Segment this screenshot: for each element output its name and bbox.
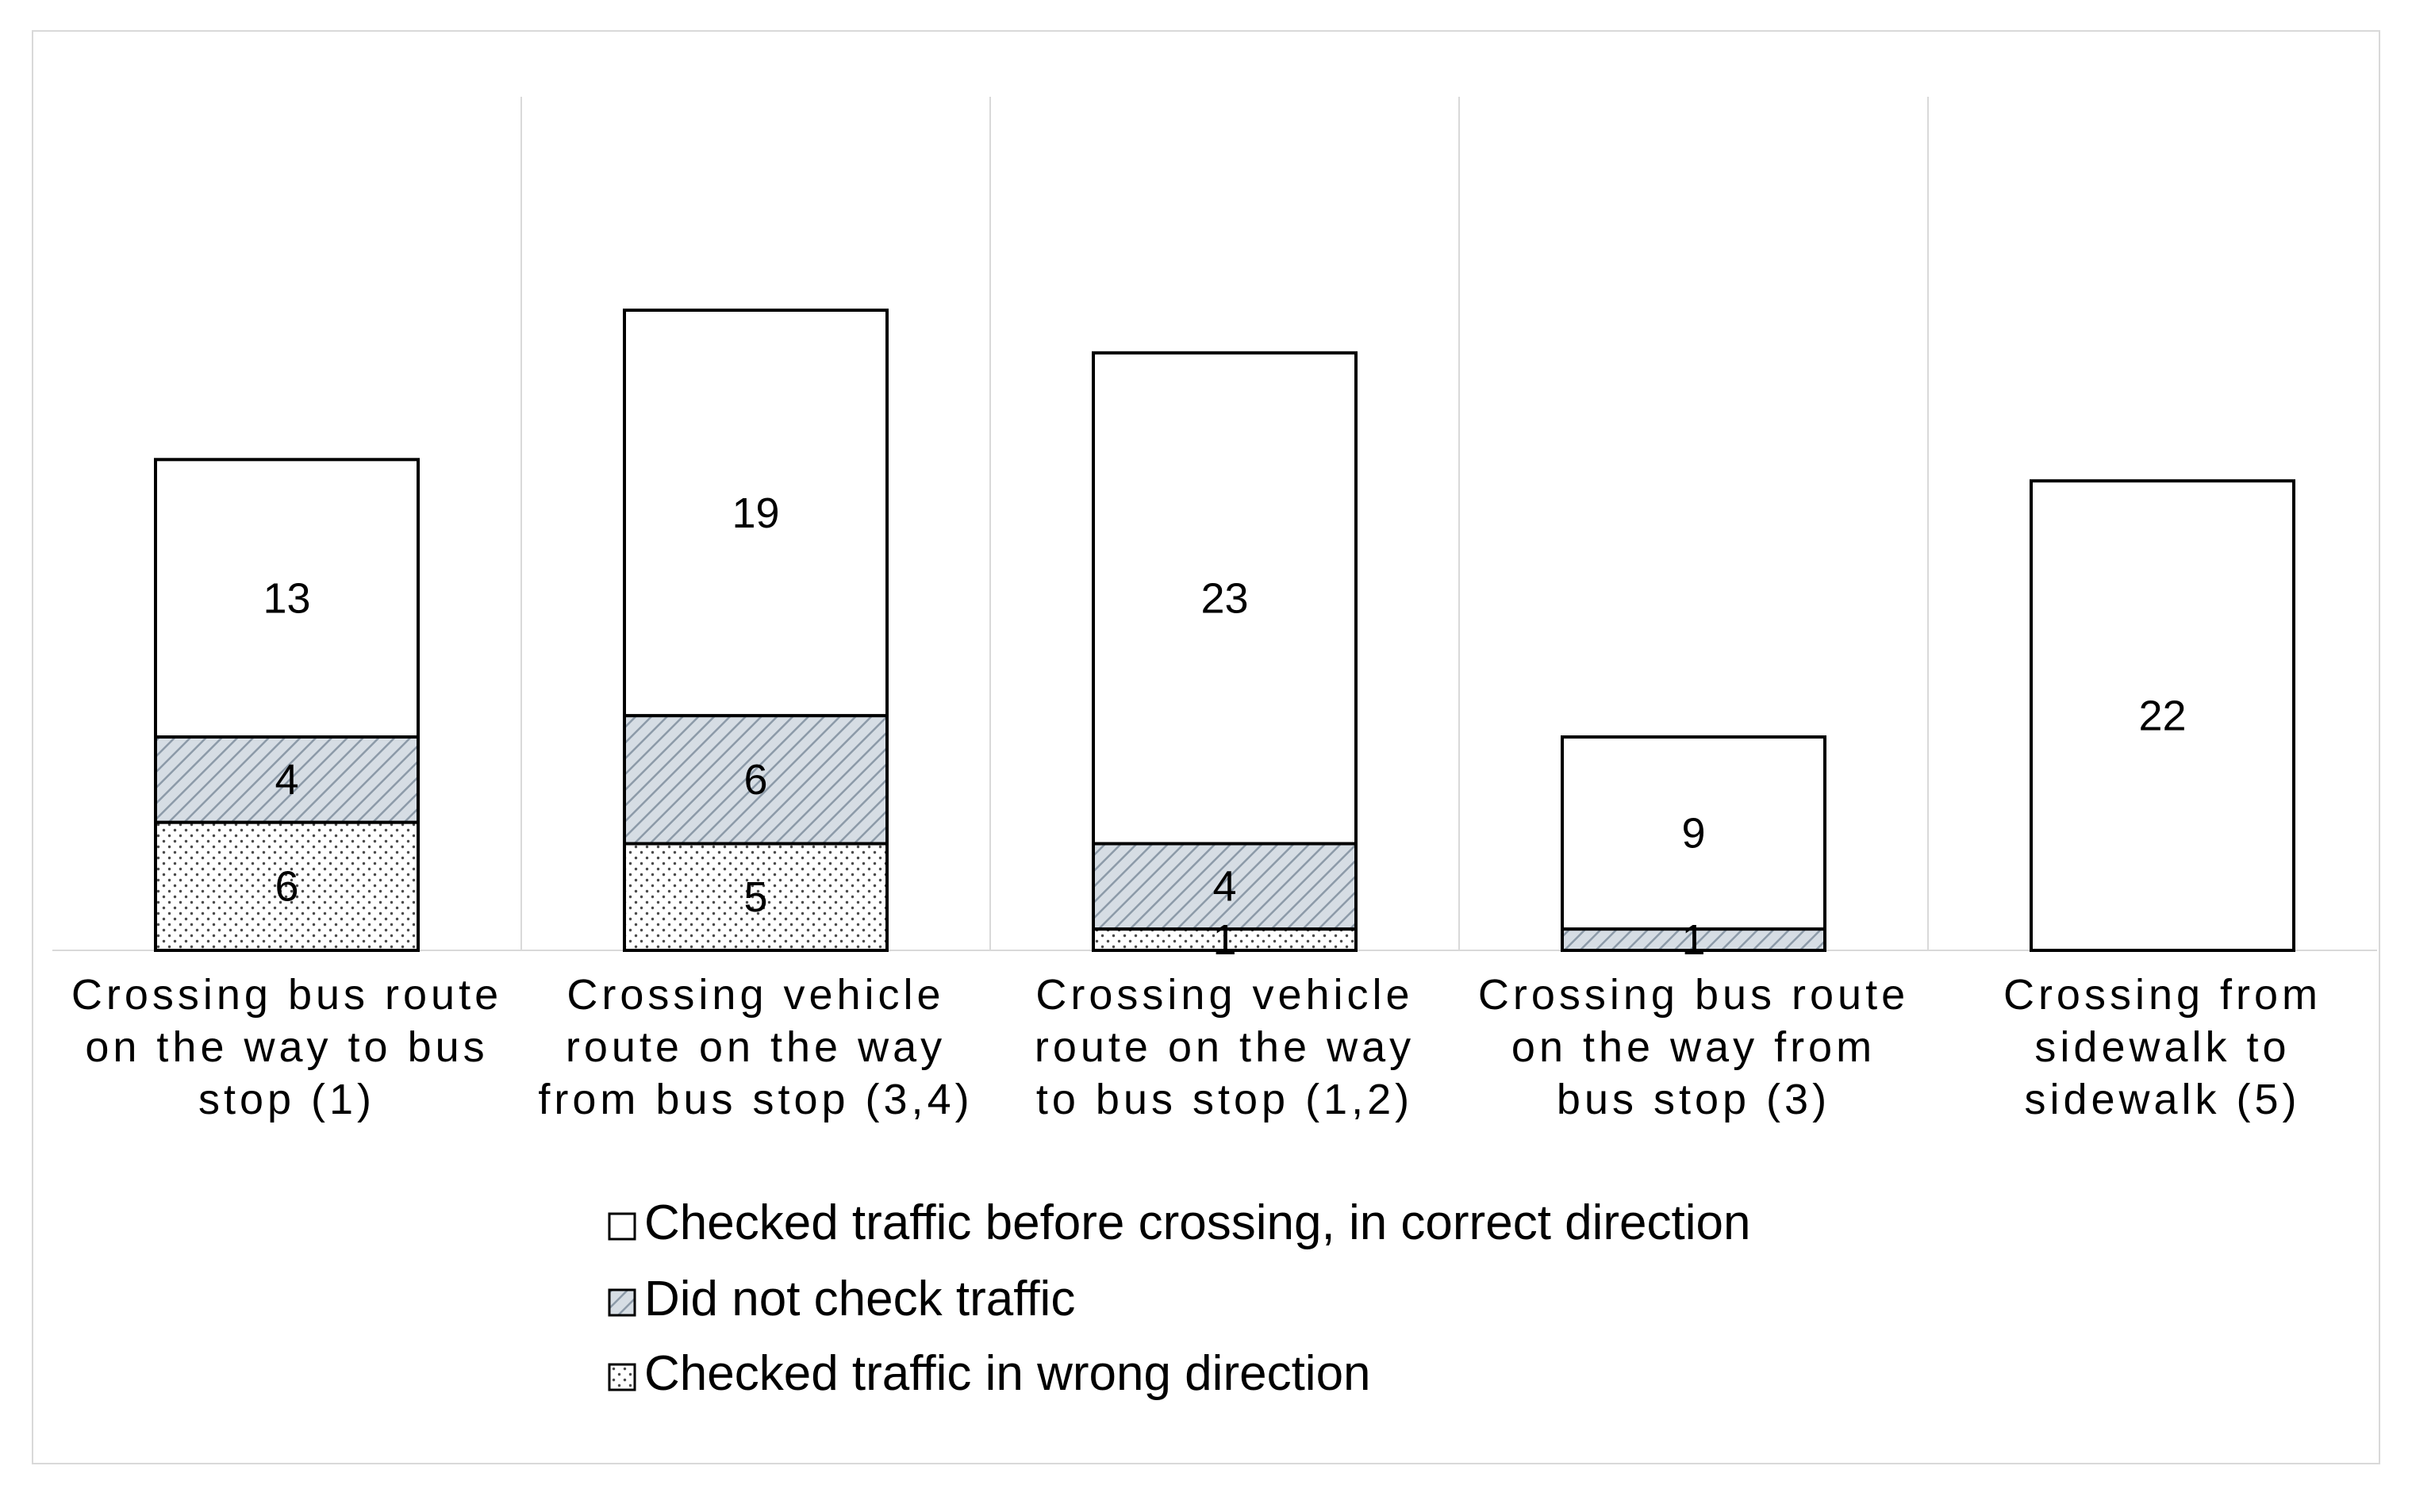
legend-swatch (609, 1290, 635, 1315)
data-label: 9 (1681, 809, 1706, 858)
category-label: sidewalk to (2034, 1023, 2291, 1071)
category-labels (71, 971, 2322, 1123)
data-label: 4 (1212, 862, 1237, 911)
category-label: on the way from (1511, 1023, 1876, 1071)
category-label: bus stop (3) (1556, 1076, 1831, 1123)
data-label: 1 (1212, 915, 1237, 964)
legend-entry: Checked traffic in wrong direction (644, 1346, 1371, 1401)
data-label: 13 (263, 574, 311, 623)
category-label: on the way to bus (85, 1023, 489, 1071)
data-label: 19 (732, 489, 780, 537)
category-label: Crossing bus route (1477, 971, 1910, 1019)
category-label: Crossing from (2003, 971, 2322, 1019)
category-label: route on the way (565, 1023, 947, 1071)
legend-entry: Checked traffic before crossing, in correct direction (644, 1195, 1751, 1250)
legend (609, 1195, 1751, 1401)
category-label: route on the way (1034, 1023, 1415, 1071)
category-label: Crossing vehicle (567, 971, 945, 1019)
data-label: 5 (743, 873, 768, 922)
data-label: 6 (743, 756, 768, 804)
legend-swatch (609, 1364, 635, 1390)
category-label: sidewalk (5) (2024, 1076, 2301, 1123)
legend-swatch (609, 1214, 635, 1239)
data-label: 6 (275, 862, 299, 911)
category-label: from bus stop (3,4) (538, 1076, 974, 1123)
data-label: 23 (1200, 574, 1249, 623)
data-label: 1 (1681, 915, 1706, 964)
category-label: to bus stop (1,2) (1035, 1076, 1414, 1123)
legend-entry: Did not check traffic (644, 1272, 1076, 1326)
data-label: 4 (275, 756, 299, 804)
category-label: Crossing bus route (71, 971, 503, 1019)
category-label: Crossing vehicle (1035, 971, 1414, 1019)
data-label: 22 (2138, 692, 2187, 740)
bars (156, 310, 2294, 950)
category-label: stop (1) (198, 1076, 376, 1123)
